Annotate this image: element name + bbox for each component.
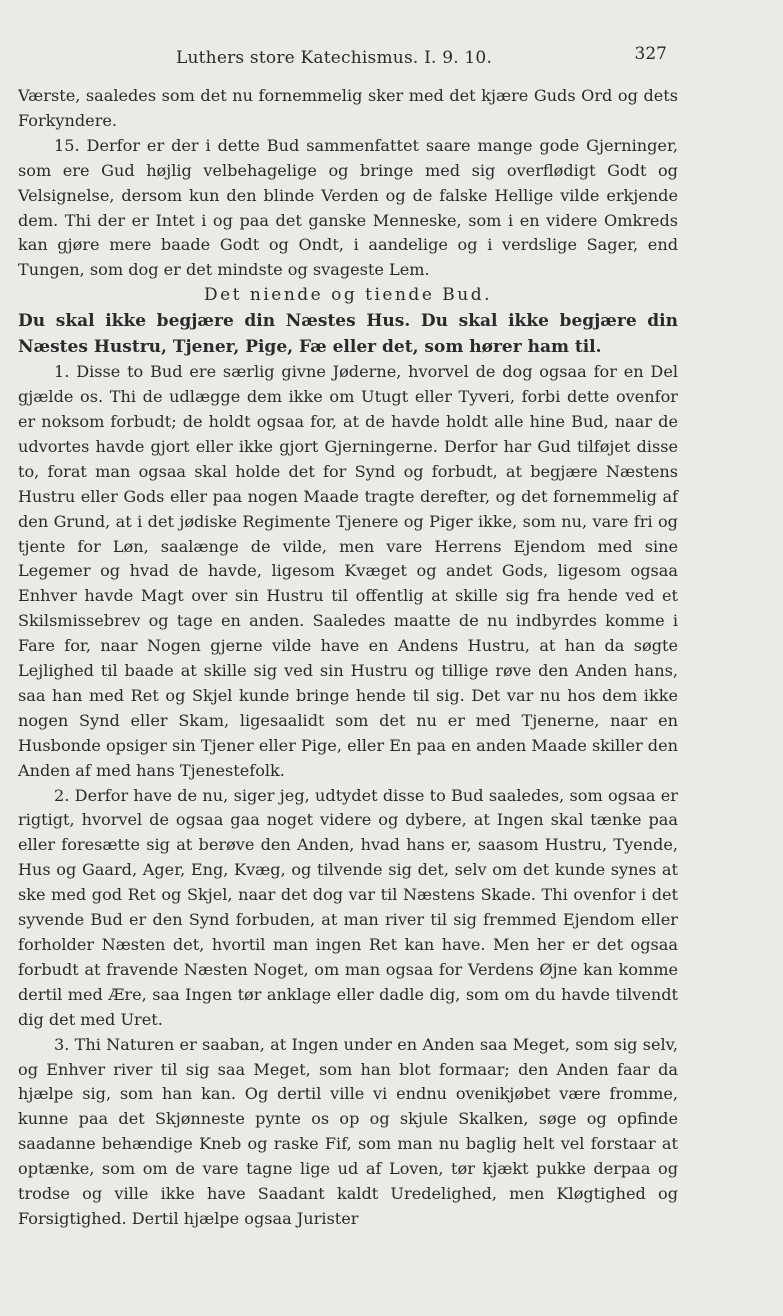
page-number: 327	[634, 44, 667, 64]
continued-text: Værste, saaledes som det nu fornemmelig sker med det kjære Guds Ord og dets Forkyndere.	[18, 86, 678, 130]
section-title: Det niende og tiende Bud.	[203, 285, 493, 306]
page-body	[18, 84, 678, 1232]
paragraph-number: 1.	[54, 362, 70, 382]
paragraph-number: 2.	[54, 785, 70, 805]
running-head: Luthers store Katechismus. I. 9. 10.	[176, 48, 493, 68]
paragraph-text: Derfor er der i dette Bud sammenfattet saare mange gode Gjerninger, som ere Gud højlig velbehagelige og bringe med sig overflødigt Godt og Velsignelse, dersom kun den blinde Verden og de falske Hellige vilde erkjende dem. Thi der er Intet i og paa det ganske Menneske, som i en videre Omkreds kan gjøre mere baade Godt og Ondt, i aandelige og i verdslige Sager, end Tungen, som dog er det mindste og svageste Lem.	[18, 135, 678, 280]
commandment-text: Du skal ikke begjære din Næstes Hus. Du skal ikke begjære din Næstes Hustru, Tjener, Pige, Fæ eller det, som hører ham til.	[18, 311, 678, 358]
paragraph-15	[18, 134, 678, 283]
paragraph-text: Derfor have de nu, siger jeg, udtydet disse to Bud saaledes, som ogsaa er rigtigt, hvorvel de ogsaa gaa noget videre og dybere, at Ingen skal tænke paa eller foresætte sig at berøve den Anden, hvad hans er, saasom Hustru, Tyende, Hus og Gaard, Ager, Eng, Kvæg, og tilvende sig det, selv om det kunde synes at ske med god Ret og Skjel, naar det dog var til Næstens Skade. Thi ovenfor i det syvende Bud er den Synd forbuden, at man river til sig fremmed Ejendom eller forholder Næsten det, hvortil man ingen Ret kan have. Men her er det ogsaa forbudt at fravende Næsten Noget, om man ogsaa for Verdens Øjne kan komme dertil med Ære, saa Ingen tør anklage eller dadle dig, som om du havde tilvendt dig det med Uret.	[18, 785, 678, 1029]
page-header	[0, 44, 783, 74]
paragraph-text: Disse to Bud ere særlig givne Jøderne, hvorvel de dog ogsaa for en Del gjælde os. Thi de udlægge dem ikke om Utugt eller Tyveri, forbi dette ovenfor er noksom forbudt; de holdt ogsaa for, at de havde holdt alle hine Bud, naar de udvortes havde gjort eller ikke gjort Gjerningerne. Derfor har Gud tilføjet disse to, forat man ogsaa skal holde det for Synd og forbudt, at begjære Næstens Hustru eller Gods eller paa nogen Maade tragte derefter, og det fornemmelig af den Grund, at i det jødiske Regimente Tjenere og Piger ikke, som nu, vare fri og tjente for Løn, saalænge de vilde, men vare Herrens Ejendom med sine Legemer og hvad de havde, ligesom Kvæget og andet Gods, ligesom ogsaa Enhver havde Magt over sin Hustru til offentlig at skille sig fra hende ved et Skilsmissebrev og tage en anden. Saaledes maatte de nu indbyrdes komme i Fare for, naar Nogen gjerne vilde have en Andens Hustru, at han da søgte Lejlighed til baade at skille sig ved sin Hustru og tillige røve den Anden hans, saa han med Ret og Skjel kunde bringe hende til sig. Det var nu hos dem ikke nogen Synd eller Skam, ligesaalidt som det nu er med Tjenerne, naar en Husbonde opsiger sin Tjener eller Pige, eller En paa en anden Maade skiller den Anden af med hans Tjenestefolk.	[18, 362, 678, 780]
paragraph-1	[18, 360, 678, 783]
paragraph-2	[18, 784, 678, 1033]
paragraph-text: Thi Naturen er saaban, at Ingen under en Anden saa Meget, som sig selv, og Enhver river til sig saa Meget, som han blot formaar; den Anden faar da hjælpe sig, som han kan. Og dertil ville vi endnu ovenikjøbet være fromme, kunne paa det Skjønneste pynte os op og skjule Skalken, søge og opfinde saadanne behændige Kneb og raske Fif, som man nu baglig helt vel forstaar at optænke, som om de vare tagne lige ud af Loven, tør kjækt pukke derpaa og trodse og ville ikke have Saadant kaldt Uredelighed, men Kløgtighed og Forsigtighed. Dertil hjælpe ogsaa Jurister	[18, 1034, 678, 1228]
paragraph-3	[18, 1033, 678, 1232]
paragraph-number: 15.	[54, 135, 80, 155]
paragraph-number: 3.	[54, 1034, 70, 1054]
